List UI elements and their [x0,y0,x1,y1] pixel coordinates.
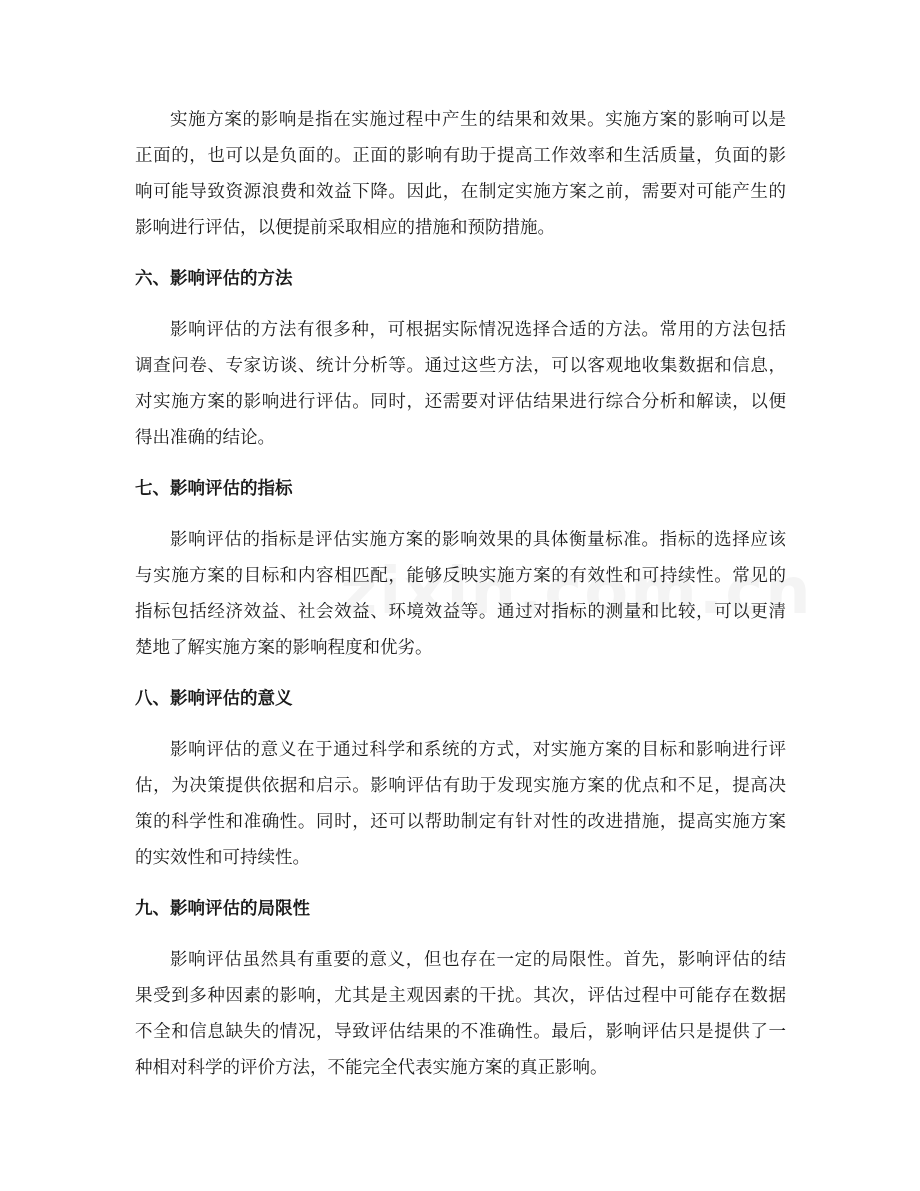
paragraph [135,942,786,1086]
paragraph-line: 对实施方案的影响进行评估。同时，还需要对评估结果进行综合分析和解读，以便 [135,392,786,412]
paragraph [135,102,786,246]
paragraph-line: 影响评估虽然具有重要的意义，但也存在一定的局限性。首先，影响评估的结 [170,950,786,970]
paragraph-line: 得出准确的结论。 [135,428,275,448]
paragraph-line: 的实效性和可持续性。 [135,848,310,868]
paragraph-line: 与实施方案的目标和内容相匹配，能够反映实施方案的有效性和可持续性。常见的 [135,566,786,586]
paragraph-line: 影响评估的方法有很多种，可根据实际情况选择合适的方法。常用的方法包括 [170,320,786,340]
paragraph-line: 影响进行评估，以便提前采取相应的措施和预防措施。 [135,218,555,238]
paragraph-line: 调查问卷、专家访谈、统计分析等。通过这些方法，可以客观地收集数据和信息， [135,356,786,376]
paragraph-line: 影响评估的指标是评估实施方案的影响效果的具体衡量标准。指标的选择应该 [170,530,786,550]
paragraph-line: 指标包括经济效益、社会效益、环境效益等。通过对指标的测量和比较，可以更清 [135,602,786,622]
paragraph-line: 响可能导致资源浪费和效益下降。因此，在制定实施方案之前，需要对可能产生的 [135,182,786,202]
paragraph-line: 种相对科学的评价方法，不能完全代表实施方案的真正影响。 [135,1058,608,1078]
section-heading: 六、影响评估的方法 [135,269,293,289]
paragraph-line: 不全和信息缺失的情况，导致评估结果的不准确性。最后，影响评估只是提供了一 [135,1022,786,1042]
paragraph-line: 影响评估的意义在于通过科学和系统的方式，对实施方案的目标和影响进行评 [170,740,786,760]
section-heading: 八、影响评估的意义 [135,689,293,709]
paragraph [135,732,786,876]
document-page [135,102,786,1101]
paragraph-line: 实施方案的影响是指在实施过程中产生的结果和效果。实施方案的影响可以是 [170,110,786,130]
paragraph-line: 果受到多种因素的影响，尤其是主观因素的干扰。其次，评估过程中可能存在数据 [135,986,786,1006]
section-heading: 七、影响评估的指标 [135,479,293,499]
paragraph-line: 正面的，也可以是负面的。正面的影响有助于提高工作效率和生活质量，负面的影 [135,146,786,166]
paragraph [135,522,786,666]
section-heading: 九、影响评估的局限性 [135,899,310,919]
paragraph-line: 楚地了解实施方案的影响程度和优劣。 [135,638,433,658]
paragraph-line: 估，为决策提供依据和启示。影响评估有助于发现实施方案的优点和不足，提高决 [135,776,786,796]
paragraph-line: 策的科学性和准确性。同时，还可以帮助制定有针对性的改进措施，提高实施方案 [135,812,786,832]
paragraph [135,312,786,456]
